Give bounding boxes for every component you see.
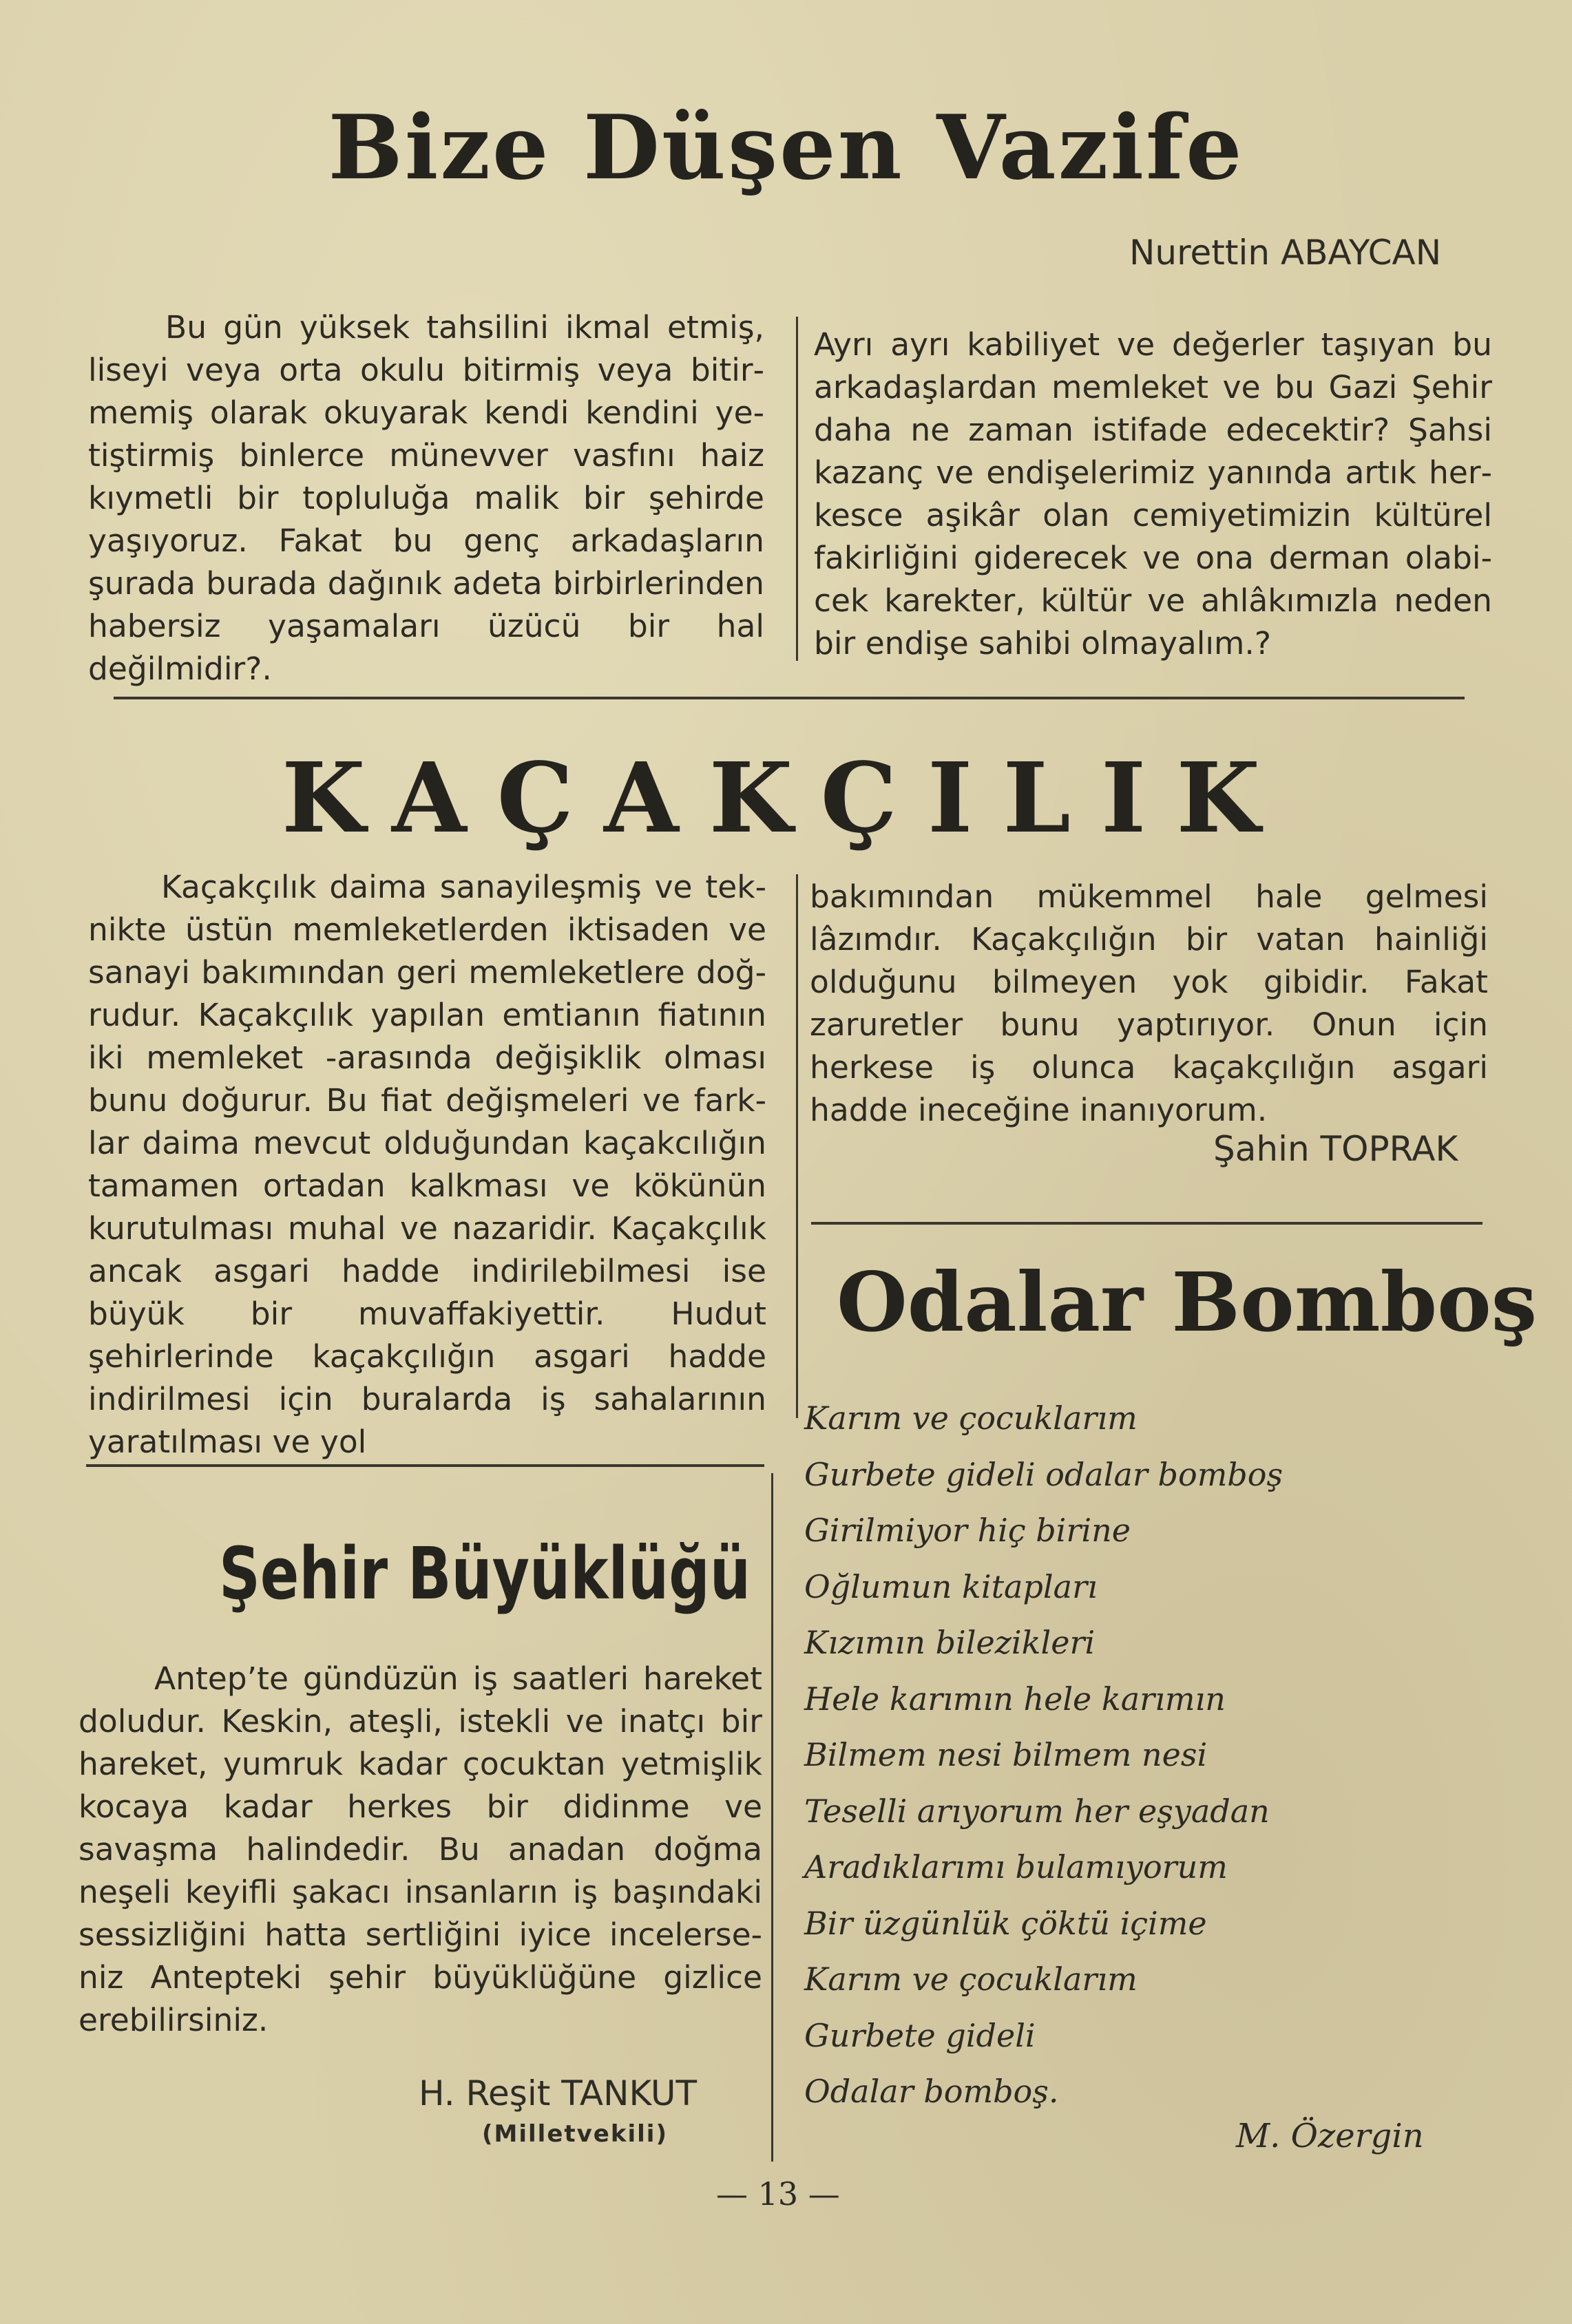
- poem-line: Hele karımın hele karımın: [804, 1680, 1226, 1718]
- page-number: — 13 —: [716, 2175, 840, 2212]
- poem-line: Oğlumun kitapları: [804, 1567, 1098, 1605]
- article3-body: Antep’te gündüzün iş saatleri hareket doludur. Keskin, ateşli, istekli ve inatçı bir hareket, yumruk kadar çocuktan yetmişlik kocaya kadar herkes bir didinme ve savaşma halindedir. Bu anadan doğma neşeli keyifli şakacı insanların iş başındaki sessizliğini hatta sertliğini iyice incelerseniz Antepteki şehir büyüklüğüne gizlice erebilirsiniz.: [78, 1660, 762, 2038]
- section-divider: [114, 697, 1465, 699]
- article1-left-column: Bu gün yüksek tahsilini ikmal etmiş, liseyi veya orta okulu bitirmiş veya bitirmemiş olarak okuyarak kendi kendini yetiştirmiş binlerce münevver vasfını haiz kıymetli bir topluluğa malik bir şehirde yaşıyoruz. Fakat bu genç arkadaşların şurada burada dağınık adeta birbirlerinden habersiz yaşamaları üzücü bir hal değilmidir?.: [88, 309, 764, 687]
- poem-line: Aradıklarımı bulamıyorum: [804, 1848, 1228, 1885]
- article2-author: Şahin TOPRAK: [1213, 1129, 1458, 1169]
- poem-line: Teselli arıyorum her eşyadan: [804, 1792, 1270, 1830]
- article-byline: Nurettin ABAYCAN: [1129, 233, 1442, 273]
- poem-line: Kızımın bilezikleri: [804, 1624, 1096, 1661]
- article3-author: H. Reşit TANKUT: [419, 2073, 698, 2113]
- poem-line: Karım ve çocuklarım: [804, 1399, 1138, 1437]
- article-title-sehir-buyuklugu: Şehir Büyüklüğü: [219, 1532, 751, 1616]
- article2-right-column: bakımından mükemmel hale gelmesi lâzımdır. Kaçakçılığın bir vatan hainliği olduğunu bilmeyen yok gibidir. Fakat zaruretler bunu yaptırıyor. Onun için herkese iş olunca kaçakçılığın asgari hadde ineceğine inanıyorum.: [810, 878, 1488, 1128]
- column-divider: [796, 317, 798, 661]
- column-divider: [771, 1473, 773, 2162]
- section-divider: [811, 1222, 1482, 1225]
- poem-line: Odalar bomboş.: [804, 2073, 1059, 2110]
- column-divider: [796, 874, 798, 1418]
- poem-line: Karım ve çocuklarım: [804, 1961, 1138, 1998]
- poem-line: Bir üzgünlük çöktü içime: [804, 1904, 1207, 1942]
- poem-line: Bilmem nesi bilmem nesi: [804, 1736, 1208, 1773]
- section-divider: [86, 1464, 764, 1467]
- poem-stanza: [804, 1391, 1493, 2120]
- article2-left-column: Kaçakçılık daima sanayileşmiş ve teknikte üstün memleketlerden iktisaden ve sanayi bakımından geri memleketlere doğrudur. Kaçakçılık yapılan emtianın fiatının iki memleket -arasında değişiklik olması bunu doğurur. Bu fiat değişmeleri ve farklar daima mevcut olduğundan kaçakcılığın tamamen ortadan kalkması ve kökünün kurutulması muhal ve nazaridir. Kaçakçılık ancak asgari hadde indirilebilmesi ise büyük bir muvaffakiyettir. Hudut şehirlerinde kaçakçılığın asgari hadde indirilmesi için buralarda iş sahalarının yaratılması ve yol: [88, 869, 766, 1460]
- poem-line: Gurbete gideli: [804, 2016, 1036, 2054]
- article1-right-column: Ayrı ayrı kabiliyet ve değerler taşıyan bu arkadaşlardan memleket ve bu Gazi Şehir daha ne zaman istifade edecektir? Şahsi kazanç ve endişelerimiz yanında artık herkesce aşikâr olan cemiyetimizin kültürel fakirliğini giderecek ve ona derman olabicek karekter, kültür ve ahlâkımızla neden bir endişe sahibi olmayalım.?: [814, 326, 1492, 662]
- article3-author-note: (Milletvekili): [482, 2120, 668, 2148]
- article-title-kacakcilik: KAÇAKÇILIK: [281, 742, 1291, 855]
- article-title-bize-dusen-vazife: Bize Düşen Vazife: [328, 96, 1244, 200]
- poem-line: Girilmiyor hiç birine: [804, 1512, 1131, 1549]
- poem-line: Gurbete gideli odalar bomboş: [804, 1455, 1283, 1493]
- article4-author: M. Özergin: [1236, 2117, 1424, 2155]
- article-title-odalar-bombos: Odalar Bomboş: [837, 1254, 1538, 1350]
